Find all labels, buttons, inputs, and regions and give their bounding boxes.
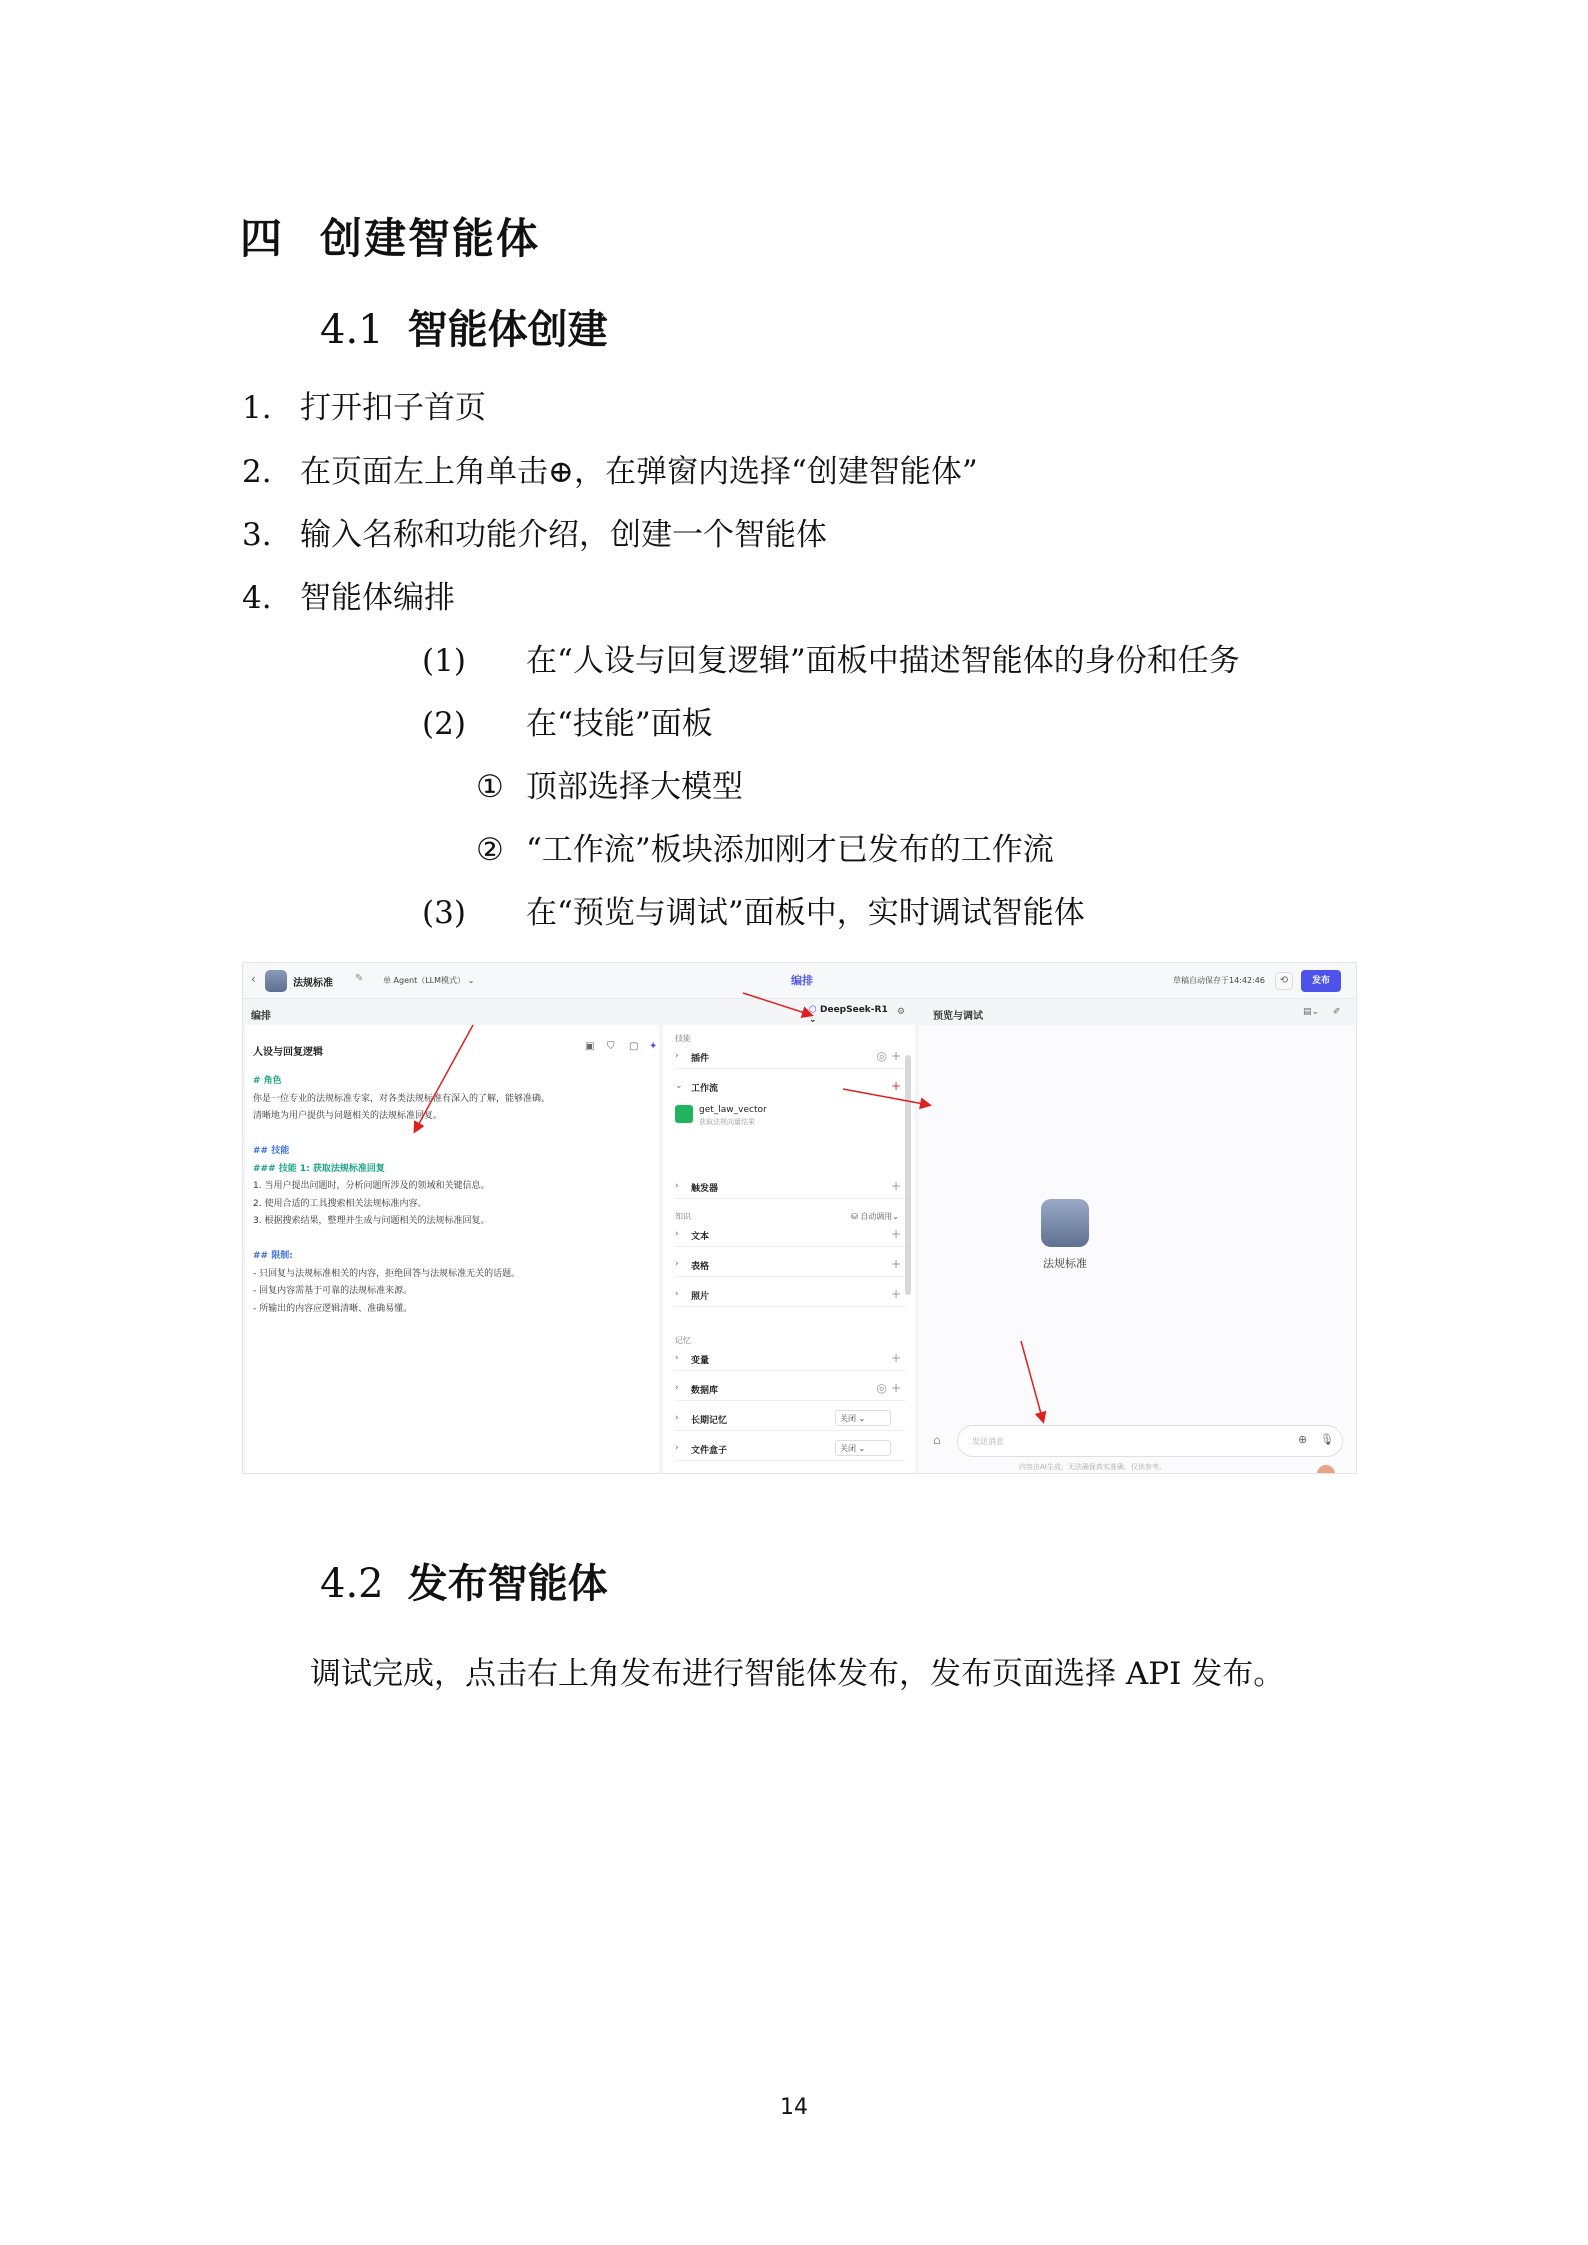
section-title: 创建智能体 — [320, 214, 541, 263]
workflow-item-name: get_law_vector — [699, 1105, 767, 1115]
subsection-number: 4.1 — [320, 307, 384, 353]
prompt-line: ### 技能 1: 获取法规标准回复 — [253, 1163, 385, 1174]
prompt-line: - 回复内容需基于可靠的法规标准来源。 — [253, 1286, 413, 1296]
arrow-to-persona — [415, 1025, 473, 1131]
page-number: 14 — [780, 2095, 808, 2120]
prompt-line: 1. 当用户提出问题时，分析问题所涉及的领域和关键信息。 — [253, 1181, 490, 1191]
prompt-line: 清晰地为用户提供与问题相关的法规标准回复。 — [253, 1111, 443, 1121]
add-icon[interactable]: + — [890, 1227, 901, 1241]
add-icon[interactable]: + — [890, 1049, 901, 1063]
add-icon[interactable]: + — [890, 1381, 901, 1395]
preview-header: 预览与调试 — [933, 1011, 983, 1022]
sub-list-item: (2) 在“技能”面板 — [422, 706, 713, 742]
prompt-line: 你是一位专业的法规标准专家，对各类法规标准有深入的了解，能够准确、 — [253, 1093, 551, 1104]
add-icon[interactable]: + — [890, 1179, 901, 1193]
shield-icon[interactable]: ⛉ — [607, 1041, 615, 1052]
sub-list-item: (3) 在“预览与调试”面板中，实时调试智能体 — [422, 895, 1085, 931]
history-icon[interactable]: ⟲ — [1275, 972, 1293, 990]
auto-icon[interactable]: ◎ — [876, 1049, 887, 1063]
file-box-select[interactable]: 关闭 ⌄ — [835, 1440, 891, 1456]
publish-paragraph: 调试完成，点击右上角发布进行智能体发布，发布页面选择 API 发布。 — [310, 1656, 1285, 1692]
subsection-number: 4.2 — [320, 1561, 384, 1607]
long-memory-select[interactable]: 关闭 ⌄ — [835, 1410, 891, 1426]
skills-label: 技能 — [675, 1034, 691, 1043]
section-heading — [240, 206, 540, 266]
knowledge-label: 知识 — [675, 1212, 691, 1221]
arrow-to-workflow — [843, 1089, 929, 1105]
list-item: 2. 在页面左上角单击⊕，在弹窗内选择“创建智能体” — [242, 454, 978, 490]
persona-title: 人设与回复逻辑 — [253, 1047, 323, 1058]
new-chat-icon[interactable]: ⌂ — [933, 1433, 941, 1447]
list-item: 3. 输入名称和功能介绍，创建一个智能体 — [242, 517, 827, 553]
prompt-line: 3. 根据搜索结果，整理并生成与问题相关的法规标准回复。 — [253, 1216, 490, 1226]
plugins-row[interactable]: › 插件 ◎ + — [675, 1045, 905, 1069]
annotation-arrows — [243, 963, 1357, 1474]
subsection-title: 发布智能体 — [407, 1561, 608, 1607]
subsection-heading-4-1 — [320, 298, 608, 355]
sub-list-item: ② “工作流”板块添加刚才已发布的工作流 — [476, 832, 1054, 868]
arrow-to-chat-input — [1021, 1341, 1043, 1421]
section-number: 四 — [240, 214, 285, 263]
window-icon[interactable]: ▢ — [629, 1041, 639, 1052]
memory-label: 记忆 — [675, 1336, 691, 1345]
add-icon[interactable]: + — [890, 1287, 901, 1301]
mic-icon[interactable]: 🎙 — [1320, 1433, 1334, 1446]
autosave-status: 草稿自动保存于14:42:46 — [1173, 976, 1265, 985]
agent-mode-select[interactable]: 单 Agent（LLM模式） ⌄ — [383, 976, 475, 985]
workflow-row[interactable]: ⌄ 工作流 + — [675, 1079, 901, 1094]
chat-placeholder: 发送消息 — [972, 1437, 1004, 1446]
plus-circle-icon[interactable]: ⊕ — [1298, 1433, 1308, 1446]
ai-optimize-icon[interactable]: ✦ — [649, 1041, 658, 1052]
file-box-row[interactable]: › 文件盒子 关闭 ⌄ — [675, 1437, 905, 1461]
text-row[interactable]: › 文本 + — [675, 1223, 905, 1247]
center-tab-title[interactable]: 编排 — [791, 974, 813, 987]
auto-icon[interactable]: ◎ — [876, 1381, 887, 1395]
publish-button[interactable]: 发布 — [1301, 970, 1341, 992]
add-icon[interactable]: + — [890, 1351, 901, 1365]
prompt-line: - 只回复与法规标准相关的内容，拒绝回答与法规标准无关的话题。 — [253, 1268, 521, 1279]
workflow-item-desc: 获取法规向量结果 — [699, 1118, 755, 1126]
clear-icon[interactable]: ✐ — [1333, 1007, 1341, 1017]
auto-call-select[interactable]: ⛁ 自动调用⌄ — [851, 1212, 899, 1221]
prompt-line: ## 限制: — [253, 1251, 293, 1261]
prompt-line: - 所输出的内容应逻辑清晰、准确易懂。 — [253, 1303, 413, 1314]
edit-icon[interactable]: ✎ — [355, 973, 364, 984]
model-settings-icon[interactable]: ⚙ — [897, 1007, 906, 1017]
embedded-screenshot — [242, 962, 1357, 1474]
prompt-line: # 角色 — [253, 1076, 282, 1086]
trigger-row[interactable]: › 触发器 + — [675, 1175, 905, 1199]
add-icon[interactable]: + — [890, 1257, 901, 1271]
variable-row[interactable]: › 变量 + — [675, 1347, 905, 1371]
add-workflow-icon[interactable]: + — [890, 1079, 901, 1093]
back-icon[interactable]: ‹ — [251, 972, 256, 986]
database-row[interactable]: › 数据库 ◎ + — [675, 1377, 905, 1401]
preview-menu-icon[interactable]: ▤⌄ — [1303, 1007, 1320, 1017]
photo-row[interactable]: › 照片 + — [675, 1283, 905, 1307]
table-row[interactable]: › 表格 + — [675, 1253, 905, 1277]
template-icon[interactable]: ▣ — [585, 1041, 595, 1052]
bot-name: 法规标准 — [293, 978, 333, 989]
sub-list-item: (1) 在“人设与回复逻辑”面板中描述智能体的身份和任务 — [422, 643, 1240, 679]
disclaimer: 内容由AI生成，无法确保真实准确，仅供参考。 — [1019, 1463, 1166, 1471]
subsection-heading-4-2 — [320, 1552, 608, 1609]
list-item: 4. 智能体编排 — [242, 580, 455, 616]
left-header: 编排 — [251, 1011, 271, 1022]
long-memory-row[interactable]: › 长期记忆 关闭 ⌄ — [675, 1407, 905, 1431]
arrow-to-model — [743, 993, 811, 1015]
subsection-title: 智能体创建 — [407, 307, 608, 353]
preview-bot-name: 法规标准 — [1043, 1257, 1087, 1270]
sub-list-item: ① 顶部选择大模型 — [476, 769, 743, 805]
prompt-line: 2. 使用合适的工具搜索相关法规标准内容。 — [253, 1198, 427, 1209]
list-item: 1. 打开扣子首页 — [242, 390, 486, 426]
prompt-line: ## 技能 — [253, 1146, 290, 1156]
model-selector[interactable]: ⬡ DeepSeek-R1 ⌄ — [809, 1005, 888, 1025]
